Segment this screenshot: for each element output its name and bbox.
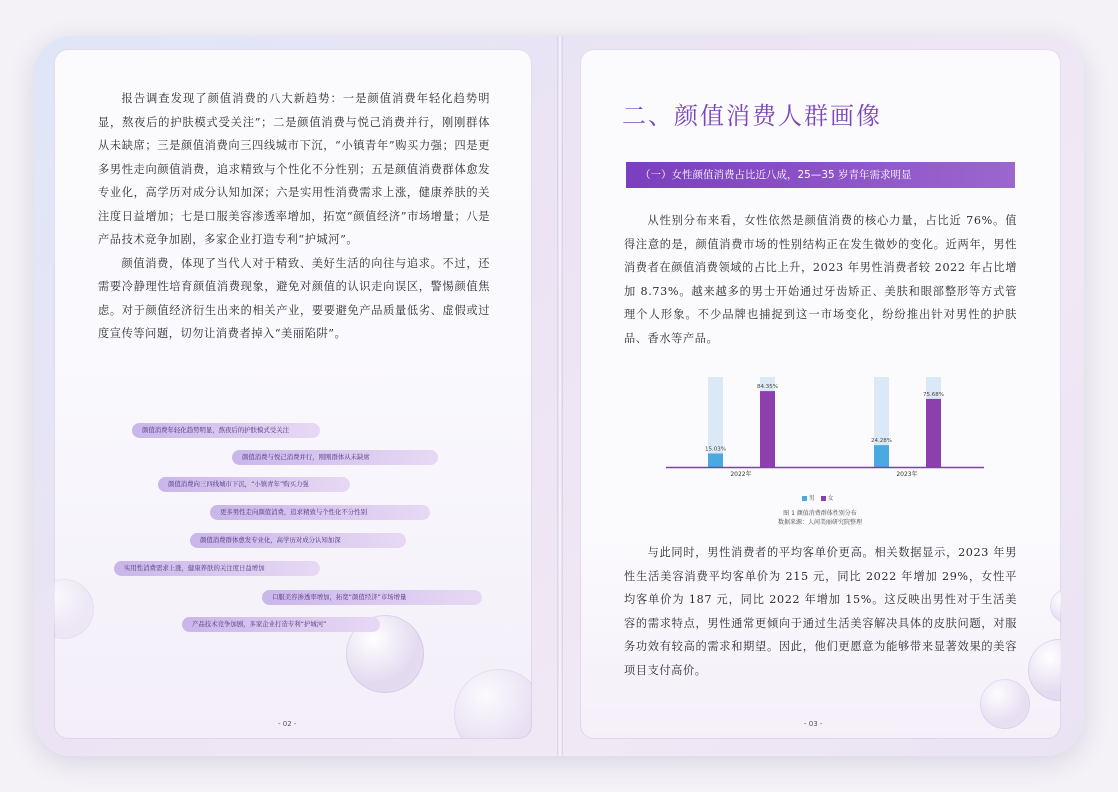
- data-label: 84.35%: [757, 384, 778, 391]
- x-tick-label: 2023年: [896, 471, 918, 478]
- figure-source: 数据来源：人间美丽研究院整理: [777, 519, 862, 526]
- trend-tag: 颜值消费向三四线城市下沉，“小镇青年”购买力强: [158, 477, 350, 492]
- left-page: [54, 49, 532, 739]
- bar-female-1: [926, 399, 941, 467]
- decorative-bubble: [1028, 639, 1061, 701]
- page-number: - 02 -: [278, 720, 297, 728]
- data-label: 75.68%: [923, 391, 944, 398]
- paragraph: 从性别分布来看，女性依然是颜值消费的核心力量，占比近 76%。值得注意的是，颜值消费市场的性别结构正在发生微妙的变化。近两年，男性消费者在颜值消费领域的占比上升，2023 年男性消费者较 2022 年占比增加 8.73%。越来越多的男士开始通过牙齿矫正、美肤和眼部整形等方式管理个人形象。不少品牌也捕捉到这一市场变化，纷纷推出针对男性的护肤品、香水等产品。: [624, 214, 1017, 345]
- right-paragraph-2: [624, 541, 1017, 682]
- decorative-bubble: [454, 669, 532, 739]
- bar-male-0: [708, 453, 723, 467]
- data-label: 15.03%: [705, 446, 726, 453]
- book-spread: [34, 36, 1084, 756]
- page-number: - 03 -: [804, 720, 823, 728]
- trend-tag: 产品技术竞争加剧，多家企业打造专利“护城河”: [182, 617, 380, 632]
- left-body-text: [98, 87, 490, 346]
- decorative-bubble: [54, 579, 94, 639]
- legend-swatch-female: [821, 496, 826, 501]
- page-title: 二、颜值消费人群画像: [622, 102, 882, 130]
- book-spine: [557, 36, 563, 756]
- bar-female-0: [760, 391, 775, 467]
- right-paragraph-1: [624, 209, 1017, 350]
- right-page: [580, 49, 1061, 739]
- paragraph: 颜值消费，体现了当代人对于精致、美好生活的向往与追求。不过，还需要冷静理性培育颜值消费现象，避免对颜值的认识走向误区，警惕颜值焦虑。对于颜值经济衍生出来的相关产业，要要避免产品质量低劣、虚假或过度宣传等问题，切勿让消费者掉入“美丽陷阱”。: [98, 256, 490, 340]
- paragraph: 与此同时，男性消费者的平均客单价更高。相关数据显示，2023 年男性生活美容消费平均客单价为 215 元，同比 2022 年增加 29%，女性平均客单价为 187 元，同比 2022 年增加 15%。这反映出男性对于生活美容的需求特点，男性通常更倾向于通过生活美容解决具体的皮肤问题，对服务功效有较高的需求和期望。因此，他们更愿意为能够带来显著效果的美容项目支付高价。: [624, 546, 1017, 677]
- trend-tag: 颜值消费年轻化趋势明显，熬夜后的护肤模式受关注: [132, 423, 320, 438]
- legend-label-female: 女: [827, 495, 834, 502]
- section-heading: （一）女性颜值消费占比近八成，25—35 岁青年需求明显: [626, 162, 1015, 188]
- trend-tag: 口服美容渗透率增加，拓宽“颜值经济”市场增量: [262, 590, 482, 605]
- data-label: 24.28%: [871, 438, 892, 445]
- paragraph: 报告调查发现了颜值消费的八大新趋势：一是颜值消费年轻化趋势明显，熬夜后的护肤模式受关注”；二是颜值消费与悦己消费并行，刚刚群体从未缺席；三是颜值消费向三四线城市下沉，“小镇青年”购买力强；四是更多男性走向颜值消费，追求精致与个性化不分性别；五是颜值消费群体愈发专业化，高学历对成分认知加深；六是实用性消费需求上涨，健康养肤的关注度日益增加；七是口服美容渗透率增加，拓宽“颜值经济”市场增量；八是产品技术竞争加剧，多家企业打造专利“护城河”。: [98, 92, 490, 246]
- decorative-bubble: [1050, 589, 1061, 623]
- chart-legend: [802, 493, 834, 502]
- gender-distribution-chart: [666, 369, 986, 487]
- legend-label-male: 男: [808, 495, 815, 502]
- trend-tag: 实用性消费需求上涨，健康养肤的关注度日益增加: [114, 561, 320, 576]
- x-tick-label: 2022年: [730, 471, 752, 478]
- trend-tag: 颜值消费群体愈发专业化，高学历对成分认知加深: [190, 533, 406, 548]
- trend-tag: 颜值消费与悦己消费并行，刚刚群体从未缺席: [232, 450, 438, 465]
- figure-caption: 图 1 颜值消费群体性别分布: [783, 510, 857, 517]
- trend-tag: 更多男性走向颜值消费，追求精致与个性化不分性别: [210, 505, 430, 520]
- decorative-bubble: [980, 679, 1030, 729]
- bar-male-1: [874, 445, 889, 467]
- legend-swatch-male: [802, 496, 807, 501]
